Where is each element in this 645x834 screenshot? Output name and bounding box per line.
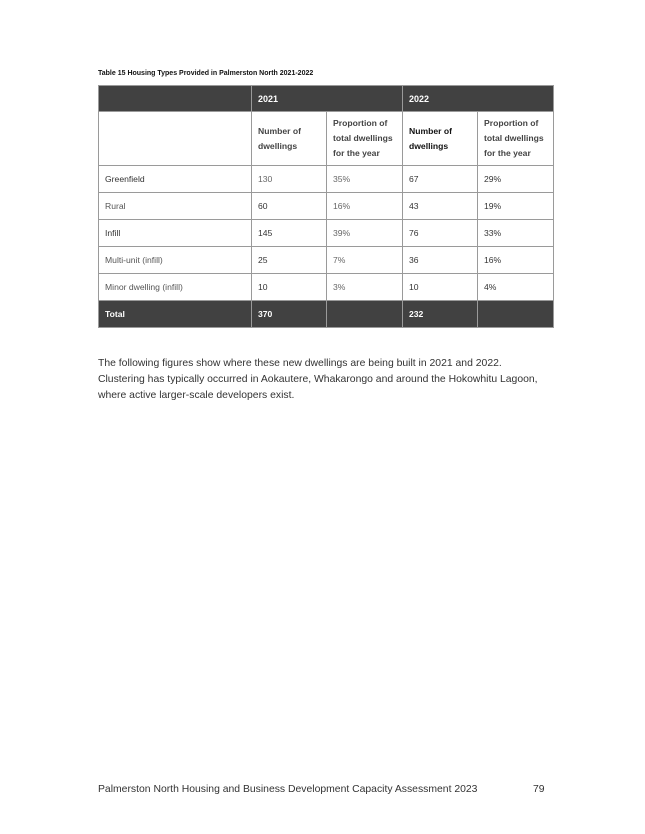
- table-row: [99, 247, 554, 274]
- cell-proportion-2021: 16%: [327, 193, 403, 220]
- total-number-2022: 232: [403, 301, 478, 328]
- subheader-blank: [99, 112, 252, 166]
- cell-proportion-2021: 35%: [327, 166, 403, 193]
- year-header-row: [99, 86, 554, 112]
- body-paragraph: The following figures show where these new dwellings are being built in 2021 and 2022. Clustering has typically occurred in Aokautere, Whakarongo and around the Hokowhitu Lagoon, where active larger-scale developers exist.: [98, 358, 538, 402]
- table-caption: Table 15 Housing Types Provided in Palmerston North 2021-2022: [98, 70, 314, 77]
- cell-proportion-2021: 3%: [327, 274, 403, 301]
- housing-types-table: [98, 85, 554, 328]
- cell-number-2022: 76: [403, 220, 478, 247]
- cell-number-2021: 145: [252, 220, 327, 247]
- cell-number-2021: 10: [252, 274, 327, 301]
- table-row: [99, 193, 554, 220]
- page-number: 79: [533, 784, 545, 795]
- footer-title: Palmerston North Housing and Business Development Capacity Assessment 2023: [98, 784, 478, 795]
- subheader-number-2021: Number of dwellings: [252, 112, 327, 166]
- total-row: [99, 301, 554, 328]
- row-label: Rural: [99, 193, 252, 220]
- cell-proportion-2022: 33%: [478, 220, 554, 247]
- cell-number-2022: 67: [403, 166, 478, 193]
- year-header-2022: 2022: [403, 86, 554, 112]
- cell-number-2021: 25: [252, 247, 327, 274]
- subheader-proportion-2021: Proportion of total dwellings for the year: [327, 112, 403, 166]
- total-label: Total: [99, 301, 252, 328]
- row-label: Multi-unit (infill): [99, 247, 252, 274]
- subheader-number-2022: Number of dwellings: [403, 112, 478, 166]
- cell-number-2021: 130: [252, 166, 327, 193]
- year-header-2021: 2021: [252, 86, 403, 112]
- total-proportion-2022: [478, 301, 554, 328]
- subheader-proportion-2022: Proportion of total dwellings for the year: [478, 112, 554, 166]
- cell-proportion-2022: 19%: [478, 193, 554, 220]
- table-row: [99, 274, 554, 301]
- table-row: [99, 166, 554, 193]
- cell-proportion-2022: 29%: [478, 166, 554, 193]
- cell-proportion-2021: 39%: [327, 220, 403, 247]
- cell-proportion-2022: 4%: [478, 274, 554, 301]
- total-proportion-2021: [327, 301, 403, 328]
- subheader-row: [99, 112, 554, 166]
- cell-proportion-2021: 7%: [327, 247, 403, 274]
- row-label: Minor dwelling (infill): [99, 274, 252, 301]
- page-footer: [98, 784, 548, 795]
- total-number-2021: 370: [252, 301, 327, 328]
- cell-number-2022: 10: [403, 274, 478, 301]
- row-label: Infill: [99, 220, 252, 247]
- cell-number-2022: 43: [403, 193, 478, 220]
- row-label: Greenfield: [99, 166, 252, 193]
- cell-number-2021: 60: [252, 193, 327, 220]
- cell-number-2022: 36: [403, 247, 478, 274]
- cell-proportion-2022: 16%: [478, 247, 554, 274]
- table-row: [99, 220, 554, 247]
- header-blank: [99, 86, 252, 112]
